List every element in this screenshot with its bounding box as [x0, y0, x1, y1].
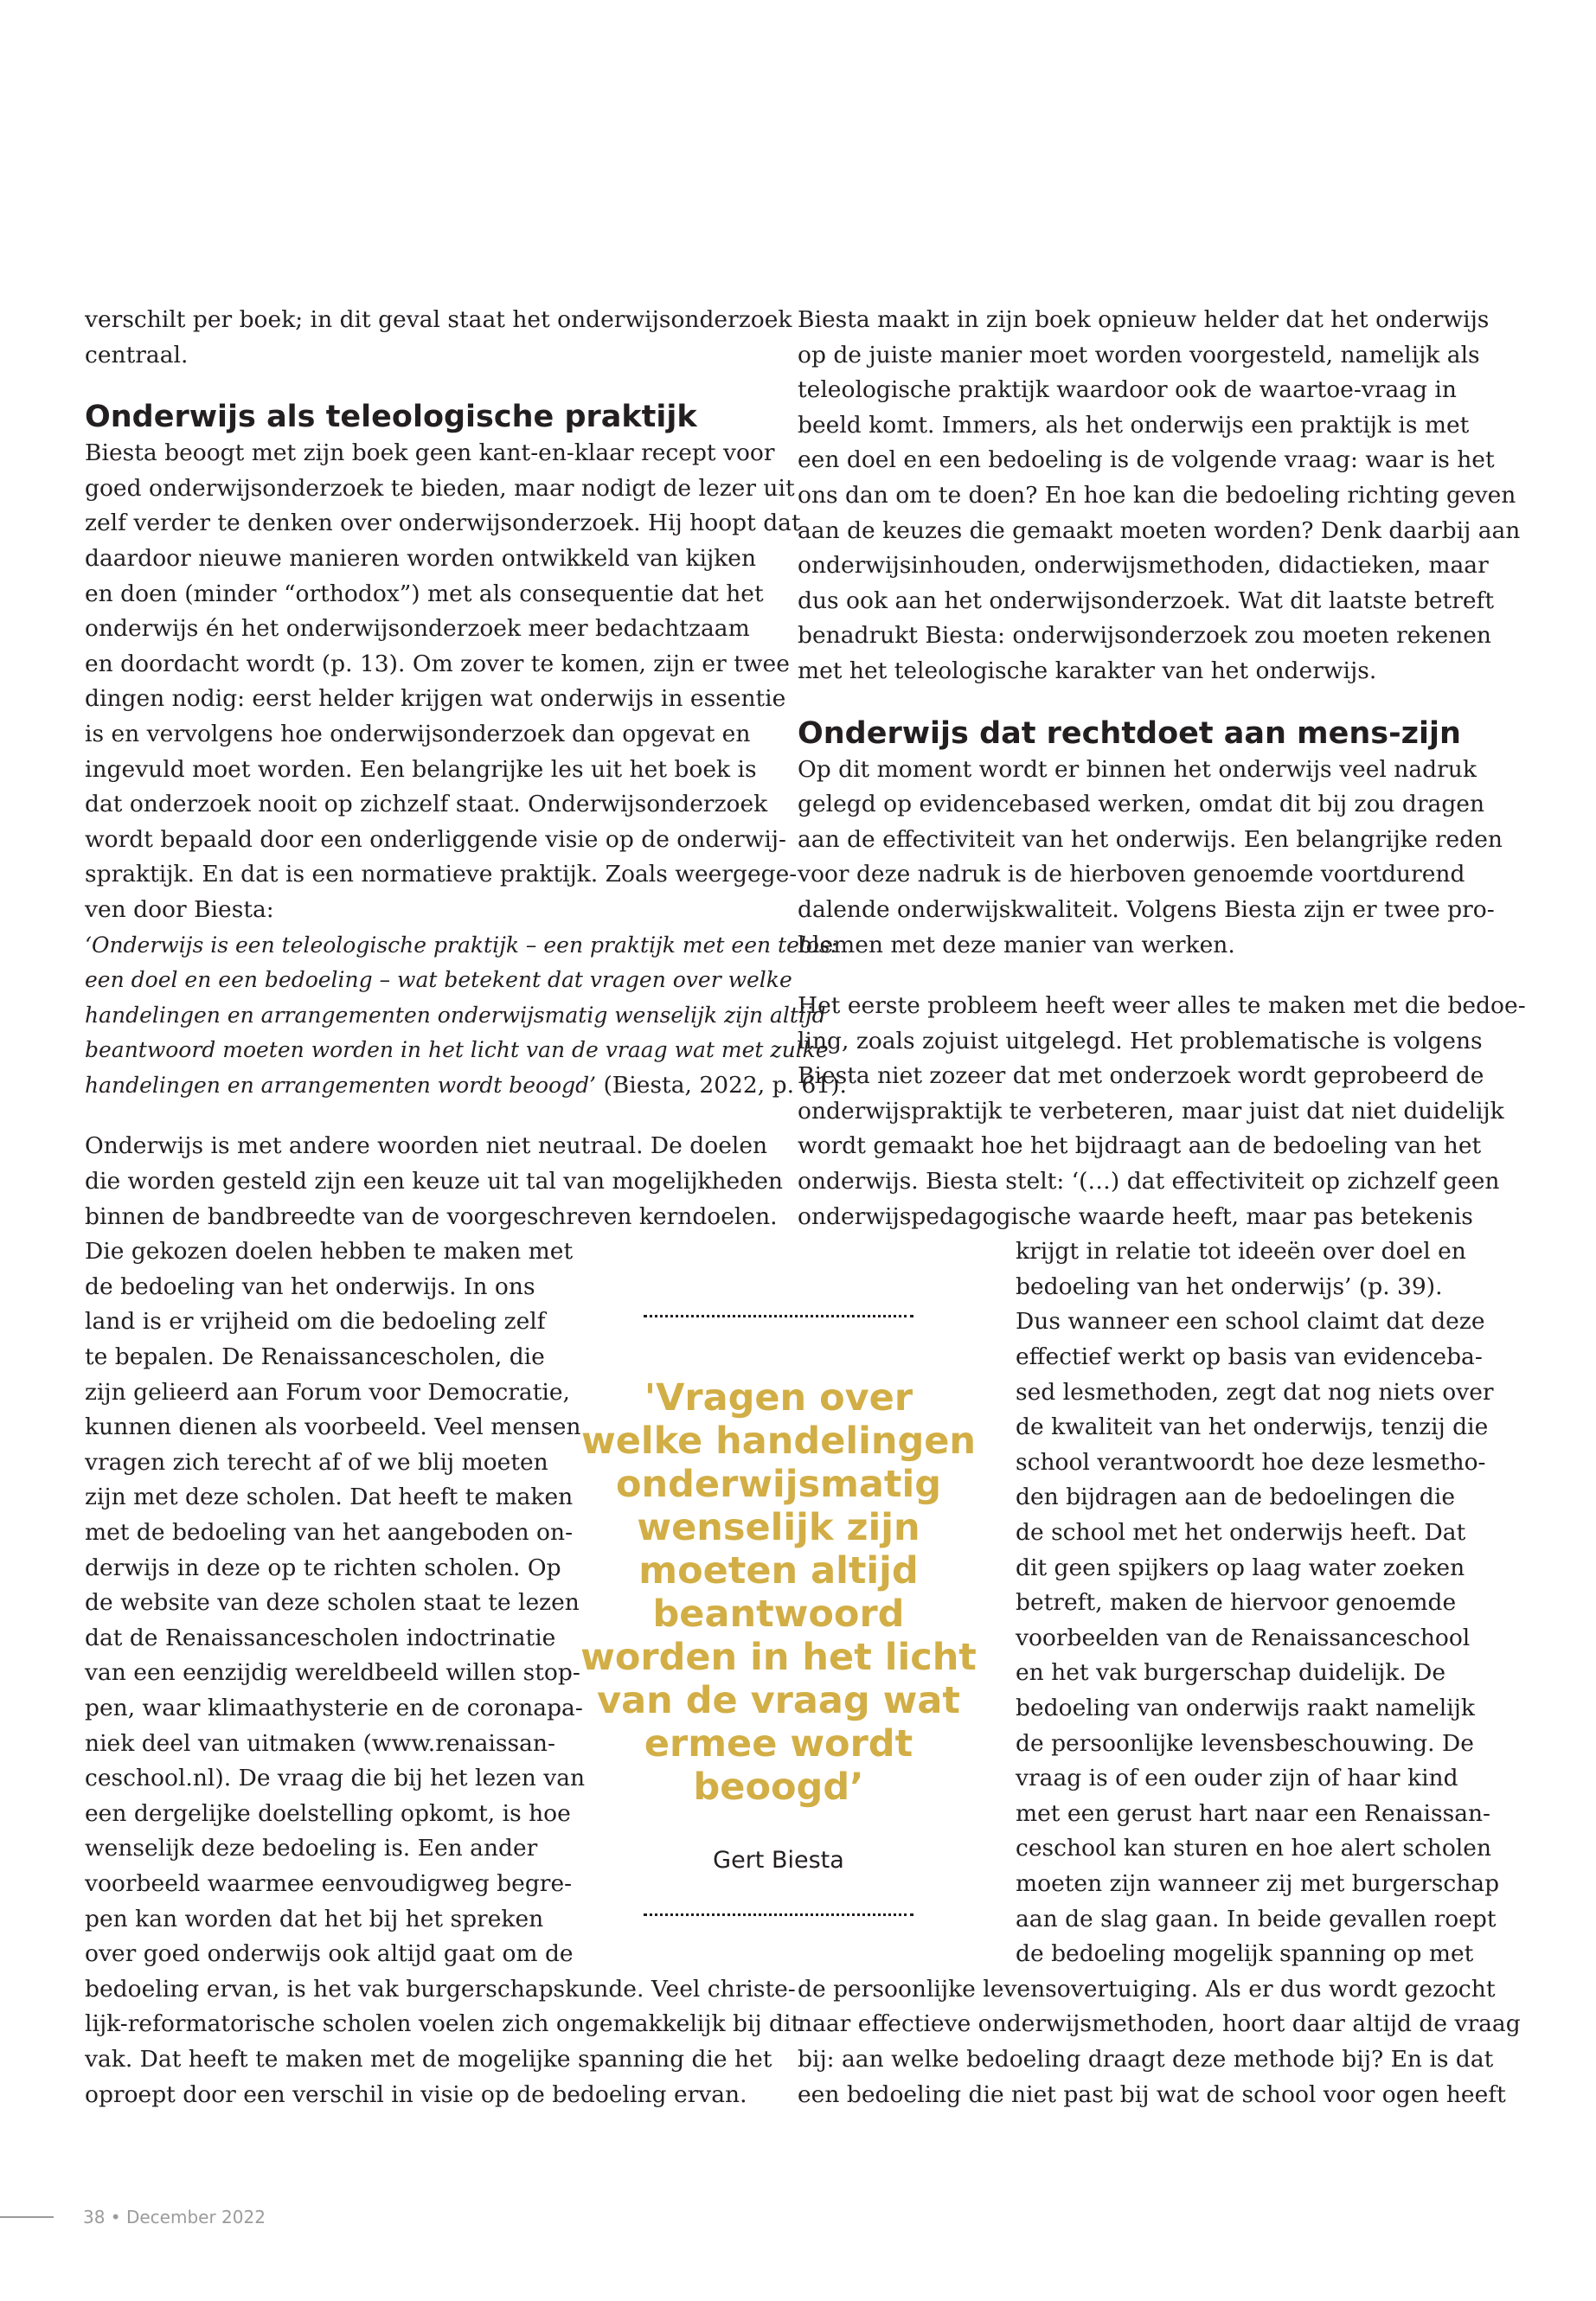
intro-paragraph: [85, 303, 792, 373]
text-line: van een eenzijdig wereldbeeld willen stop-: [85, 1659, 580, 1687]
text-line: handelingen en arrangementen onderwijsmatig wenselijk zijn altijd: [85, 1002, 826, 1028]
text-line: wordt gemaakt hoe het bijdraagt aan de bedoeling van het: [798, 1132, 1482, 1160]
text-line: en het vak burgerschap duidelijk. De: [1016, 1659, 1446, 1687]
page-number-date: 38 • December 2022: [83, 2207, 266, 2227]
quote-citation: (Biesta, 2022, p. 61).: [596, 1071, 847, 1099]
text-line: ceschool.nl). De vraag die bij het lezen van: [85, 1765, 586, 1792]
text-line: een doel en een bedoeling – wat betekent dat vragen over welke: [85, 967, 792, 993]
text-line: ven door Biesta:: [85, 895, 274, 923]
text-line: land is er vrijheid om die bedoeling zelf: [85, 1308, 546, 1336]
text-line: sed lesmethoden, zegt dat nog niets over: [1016, 1378, 1494, 1406]
text-line: Biesta maakt in zijn boek opnieuw helder dat het onderwijs: [798, 306, 1490, 333]
text-line: ling, zoals zojuist uitgelegd. Het problematische is volgens: [798, 1027, 1483, 1054]
paragraph-1: [85, 436, 801, 927]
text-line: beeld komt. Immers, als het onderwijs een praktijk is met: [798, 411, 1470, 439]
text-line: ingevuld moet worden. Een belangrijke les uit het boek is: [85, 755, 757, 783]
text-line: een bedoeling die niet past bij wat de school voor ogen heeft: [798, 2080, 1506, 2108]
text-line: Die gekozen doelen hebben te maken met: [85, 1238, 574, 1266]
text-line: effectief werkt op basis van evidenceba-: [1016, 1343, 1483, 1371]
text-line: verschilt per boek; in dit geval staat het onderwijsonderzoek: [85, 306, 792, 333]
text-line: met de bedoeling van het aangeboden on-: [85, 1519, 574, 1546]
text-line: oproept door een verschil in visie op de bedoeling ervan.: [85, 2080, 747, 2108]
text-line: betreft, maken de hiervoor genoemde: [1016, 1589, 1457, 1617]
text-line: pen, waar klimaathysterie en de coronapa-: [85, 1694, 583, 1721]
paragraph-right-3: [798, 989, 1526, 1234]
text-line: een dergelijke doelstelling opkomt, is hoe: [85, 1799, 571, 1827]
paragraph-right-3-end: [798, 1972, 1521, 2112]
text-line: voorbeelden van de Renaissanceschool: [1016, 1624, 1471, 1651]
text-line: ceschool kan sturen en hoe alert scholen: [1016, 1835, 1492, 1862]
block-quote: [85, 928, 847, 1104]
text-line: die worden gesteld zijn een keuze uit tal van mogelijkheden: [85, 1168, 783, 1195]
text-line: school verantwoordt hoe deze lesmetho-: [1016, 1448, 1486, 1476]
text-line: ons dan om te doen? En hoe kan die bedoeling richting geven: [798, 481, 1516, 509]
text-line: spraktijk. En dat is een normatieve praktijk. Zoals weergege-: [85, 861, 798, 888]
text-line: Biesta beoogt met zijn boek geen kant-en-klaar recept voor: [85, 439, 775, 467]
text-line: de school met het onderwijs heeft. Dat: [1016, 1519, 1466, 1546]
text-line: de bedoeling van het onderwijs. In ons: [85, 1272, 535, 1300]
text-line: de website van deze scholen staat te lezen: [85, 1589, 580, 1617]
text-line: aan de slag gaan. In beide gevallen roept: [1016, 1905, 1497, 1932]
text-line: aan de keuzes die gemaakt moeten worden? Denk daarbij aan: [798, 516, 1521, 544]
page-footer: [0, 2204, 346, 2230]
text-line: ‘Onderwijs is een teleologische praktijk – een praktijk met een telos:: [85, 932, 838, 958]
pull-quote-bottom-rule: [644, 1913, 913, 1916]
heading-teleologische-praktijk: Onderwijs als teleologische praktijk: [85, 400, 697, 435]
text-line: vraag is of een ouder zijn of haar kind: [1016, 1765, 1458, 1792]
text-line: dat onderzoek nooit op zichzelf staat. Onderwijsonderzoek: [85, 791, 768, 818]
text-line: Biesta niet zozeer dat met onderzoek wordt geprobeerd de: [798, 1062, 1484, 1090]
pull-quote-author: Gert Biesta: [713, 1847, 844, 1874]
text-line: bedoeling van het onderwijs’ (p. 39).: [1016, 1272, 1443, 1300]
text-line: lijk-reformatorische scholen voelen zich ongemakkelijk bij dit: [85, 2010, 801, 2038]
text-line: bedoeling van onderwijs raakt namelijk: [1016, 1694, 1475, 1721]
text-line: en doen (minder “orthodox”) met als consequentie dat het: [85, 580, 764, 607]
text-line: de bedoeling mogelijk spanning op met: [1016, 1940, 1474, 1968]
text-line: vragen zich terecht af of we blij moeten: [85, 1448, 548, 1476]
text-line: aan de effectiviteit van het onderwijs. Een belangrijke reden: [798, 825, 1503, 853]
text-line: dalende onderwijskwaliteit. Volgens Biesta zijn er twee pro-: [798, 895, 1495, 923]
text-line: centraal.: [85, 341, 189, 369]
block-quote-last: handelingen en arrangementen wordt beoogd’: [85, 1072, 597, 1098]
text-line: Onderwijs is met andere woorden niet neutraal. De doelen: [85, 1132, 768, 1160]
text-line: den bijdragen aan de bedoelingen die: [1016, 1484, 1456, 1511]
footer-rule: [0, 2216, 54, 2218]
text-line: over goed onderwijs ook altijd gaat om de: [85, 1940, 574, 1968]
text-line: naar effectieve onderwijsmethoden, hoort daar altijd de vraag: [798, 2010, 1521, 2038]
text-line: dit geen spijkers op laag water zoeken: [1016, 1554, 1465, 1581]
text-line: daardoor nieuwe manieren worden ontwikkeld van kijken: [85, 544, 757, 572]
text-line: beantwoord moeten worden in het licht van de vraag wat met zulke: [85, 1037, 829, 1063]
text-line: krijgt in relatie tot ideeën over doel en: [1016, 1238, 1466, 1266]
text-line: op de juiste manier moet worden voorgesteld, namelijk als: [798, 341, 1480, 369]
text-line: dus ook aan het onderwijsonderzoek. Wat dit laatste betreft: [798, 586, 1495, 614]
text-line: bij: aan welke bedoeling draagt deze methode bij? En is dat: [798, 2045, 1494, 2073]
text-line: voorbeeld waarmee eenvoudigweg begre-: [85, 1869, 573, 1897]
text-line: gelegd op evidencebased werken, omdat dit bij zou dragen: [798, 791, 1485, 818]
text-line: vak. Dat heeft te maken met de mogelijke spanning die het: [85, 2045, 772, 2073]
text-line: de persoonlijke levensovertuiging. Als er dus wordt gezocht: [798, 1975, 1496, 2003]
pull-quote-text: 'Vragen over welke handelingen onderwijsmatig wenselijk zijn moeten altijd beantwoord worden in het licht van de vraag wat ermee wordt beoogd’: [580, 1376, 977, 1809]
text-line: pen kan worden dat het bij het spreken: [85, 1905, 544, 1932]
pull-quote-top-rule: [644, 1315, 913, 1317]
text-line: onderwijs. Biesta stelt: ‘(…) dat effectiviteit op zichzelf geen: [798, 1168, 1500, 1195]
text-line: met het teleologische karakter van het onderwijs.: [798, 657, 1377, 684]
text-line: teleologische praktijk waardoor ook de waartoe-vraag in: [798, 376, 1457, 404]
text-line: onderwijsinhouden, onderwijsmethoden, didactieken, maar: [798, 552, 1489, 580]
text-line: onderwijspedagogische waarde heeft, maar pas betekenis: [798, 1202, 1473, 1230]
text-line: blemen met deze manier van werken.: [798, 931, 1235, 958]
text-line: moeten zijn wanneer zij met burgerschap: [1016, 1869, 1500, 1897]
text-line: niek deel van uitmaken (www.renaissan-: [85, 1729, 555, 1757]
text-line: en doordacht wordt (p. 13). Om zover te komen, zijn er twee: [85, 650, 790, 677]
text-line: bedoeling ervan, is het vak burgerschapskunde. Veel christe-: [85, 1975, 796, 2003]
text-line: is en vervolgens hoe onderwijsonderzoek dan opgevat en: [85, 720, 751, 747]
text-line: wordt bepaald door een onderliggende visie op de onderwij-: [85, 825, 786, 853]
text-line: zijn met deze scholen. Dat heeft te maken: [85, 1484, 574, 1511]
text-line: dat de Renaissancescholen indoctrinatie: [85, 1624, 556, 1651]
text-line: onderwijs én het onderwijsonderzoek meer bedachtzaam: [85, 615, 750, 643]
text-line: met een gerust hart naar een Renaissan-: [1016, 1799, 1491, 1827]
text-line: zelf verder te denken over onderwijsonderzoek. Hij hoopt dat: [85, 510, 801, 537]
heading-mens-zijn: Onderwijs dat rechtdoet aan mens-zijn: [798, 715, 1461, 751]
text-line: binnen de bandbreedte van de voorgeschreven kerndoelen.: [85, 1202, 778, 1230]
text-line: goed onderwijsonderzoek te bieden, maar nodigt de lezer uit: [85, 474, 795, 502]
text-line: zijn gelieerd aan Forum voor Democratie,: [85, 1378, 570, 1406]
text-line: Dus wanneer een school claimt dat deze: [1016, 1308, 1485, 1336]
text-line: onderwijspraktijk te verbeteren, maar juist dat niet duidelijk: [798, 1097, 1504, 1125]
text-line: Op dit moment wordt er binnen het onderwijs veel nadruk: [798, 755, 1477, 783]
text-line: kunnen dienen als voorbeeld. Veel mensen: [85, 1413, 581, 1441]
text-line: derwijs in deze op te richten scholen. Op: [85, 1554, 561, 1581]
text-line: de kwaliteit van het onderwijs, tenzij die: [1016, 1413, 1489, 1441]
text-line: wenselijk deze bedoeling is. Een ander: [85, 1835, 538, 1862]
text-line: voor deze nadruk is de hierboven genoemde voortdurend: [798, 861, 1465, 888]
text-line: de persoonlijke levensbeschouwing. De: [1016, 1729, 1474, 1757]
pull-quote: [580, 1315, 977, 1916]
text-line: dingen nodig: eerst helder krijgen wat onderwijs in essentie: [85, 685, 786, 713]
paragraph-right-1: [798, 303, 1521, 689]
text-line: Het eerste probleem heeft weer alles te maken met die bedoe-: [798, 992, 1526, 1020]
text-line: te bepalen. De Renaissancescholen, die: [85, 1343, 545, 1371]
text-line: benadrukt Biesta: onderwijsonderzoek zou moeten rekenen: [798, 622, 1492, 650]
paragraph-right-2: [798, 753, 1503, 964]
text-line: een doel en een bedoeling is de volgende vraag: waar is het: [798, 446, 1495, 474]
